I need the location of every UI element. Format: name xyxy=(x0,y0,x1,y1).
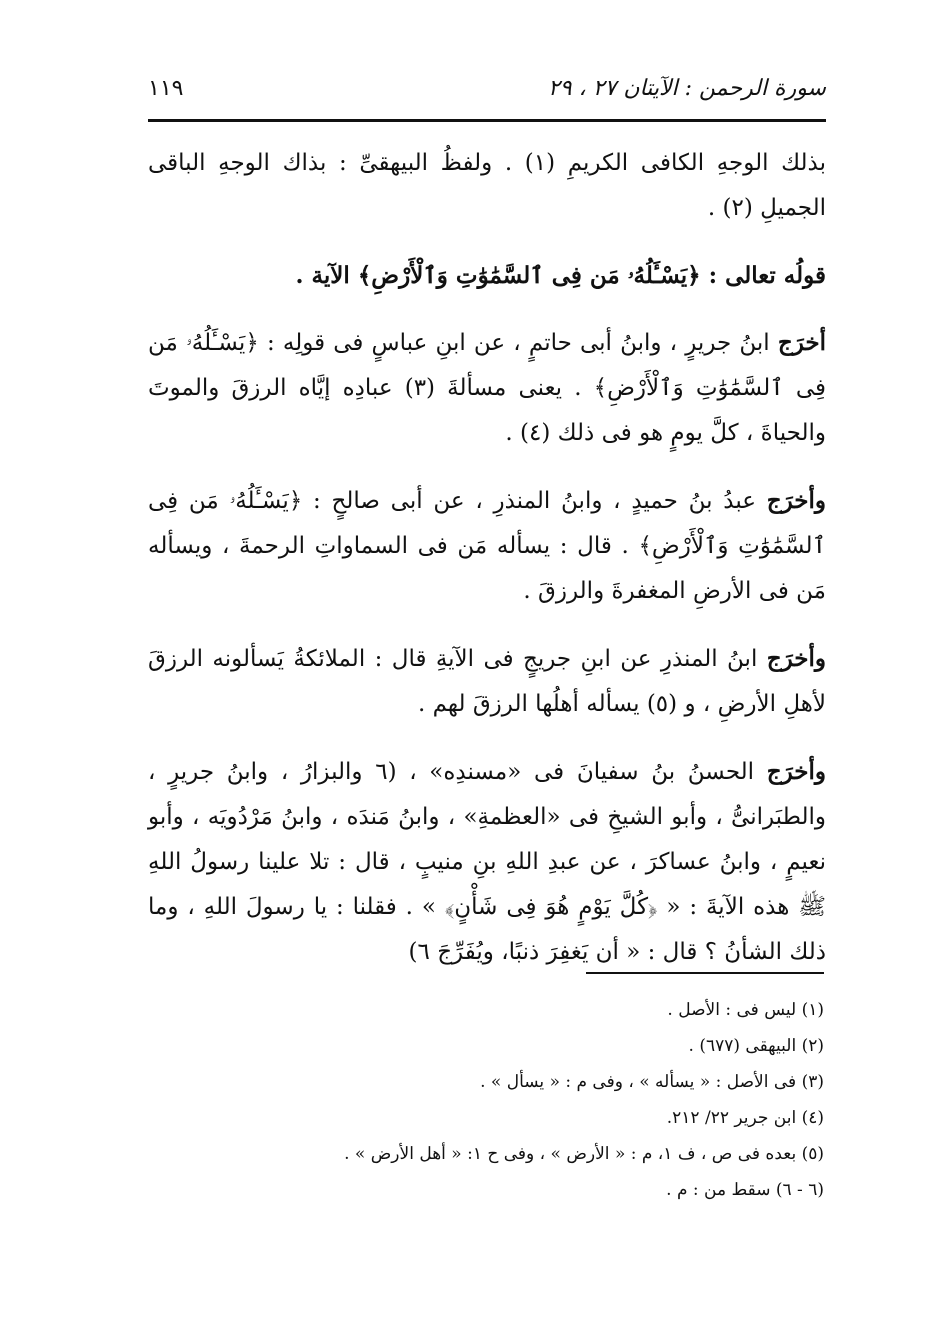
footnote-3: (٣) فى الأصل : « يسأله » ، وفى م : « يسأل » . xyxy=(480,1072,824,1092)
paragraph-text: الآية . xyxy=(295,262,358,289)
paragraph-1 xyxy=(148,140,826,231)
footnote-4: (٤) ابن جرير ٢٢/ ٢١٢. xyxy=(666,1108,824,1128)
page-number: ١١٩ xyxy=(148,76,184,101)
paragraph-3 xyxy=(148,320,826,456)
footnote-6: (٦ - ٦) سقط من : م . xyxy=(666,1180,824,1200)
paragraph-lead: قولُه تعالى : ﴿يَسْـَٔلُهُۥ مَن فِى ٱلسَّمَٰوَٰتِ وَٱلْأَرْضِ﴾ xyxy=(357,262,826,289)
paragraph-text: ابنُ المنذرِ عن ابنِ جريجٍ فى الآيةِ قال : الملائكةُ يَسألونه الرزقَ لأهلِ الأرضِ ، و (٥) يسأله أهلُها الرزقَ لهم . xyxy=(148,646,826,717)
paragraph-5 xyxy=(148,636,826,727)
paragraph-4 xyxy=(148,478,826,614)
paragraph-lead: وأخرَج xyxy=(766,758,826,785)
footnote-2: (٢) البيهقى (٦٧٧) . xyxy=(688,1036,824,1056)
paragraph-lead: وأخرَج xyxy=(766,645,826,672)
paragraph-text: بذلك الوجهِ الكافى الكريمِ (١) . ولفظُ البيهقىِّ : بذاك الوجهِ الباقى الجميلِ (٢) . xyxy=(148,150,826,221)
paragraph-lead: وأخرَج xyxy=(766,487,826,514)
footnote-5: (٥) بعده فى ص ، ف ١، م : « الأرض » ، وفى ح ١: « أهل الأرض » . xyxy=(344,1144,824,1164)
paragraph-lead: أخرَج xyxy=(777,329,826,356)
paragraph-text: الحسنُ بنُ سفيانَ فى «مسندِه» ، (٦ والبزارُ ، وابنُ جريرٍ ، والطبَرانىُّ ، وأبو الشيخِ فى «العظمةِ» ، وابنُ مَندَه ، وابنُ مَرْدُويَه ، وأبو نعيمٍ ، وابنُ عساكرَ ، عن عبدِ اللهِ بنِ منيبٍ ، قال : تلا علينا رسولُ اللهِ ﷺ هذه الآيةَ : « ﴿كُلَّ يَوْمٍ هُوَ فِى شَأْنٍ﴾ » . فقلنا : يا رسولَ اللهِ ، وما ذلك الشأنُ ؟ قال : « أن يَغفِرَ ذنبًا، ويُفَرِّجَ ٦) xyxy=(148,759,827,965)
paragraph-6 xyxy=(148,749,826,975)
surah-title: سورة الرحمن : الآيتان ٢٧ ، ٢٩ xyxy=(547,76,826,101)
verse-heading xyxy=(148,253,826,298)
paragraph-text: عبدُ بنُ حميدٍ ، وابنُ المنذرِ ، عن أبى صالحٍ : ﴿يَسْـَٔلُهُۥ مَن فِى ٱلسَّمَٰوَٰتِ وَٱلْأَرْضِ﴾ . قال : يسأله مَن فى السماواتِ الرحمةَ ، ويسأله مَن فى الأرضِ المغفرةَ والرزقَ . xyxy=(148,488,826,604)
footnote-1: (١) ليس فى : الأصل . xyxy=(667,1000,824,1020)
running-header xyxy=(148,72,826,112)
paragraph-text: ابنُ جريرٍ ، وابنُ أبى حاتمٍ ، عن ابنِ عباسٍ فى قولِه : ﴿يَسْـَٔلُهُۥ مَن فِى ٱلسَّمَٰوَٰتِ وَٱلْأَرْضِ﴾ . يعنى مسألةَ (٣) عبادِه إيَّاه الرزقَ والموتَ والحياةَ ، كلَّ يومٍ هو فى ذلك (٤) . xyxy=(148,330,826,446)
footnotes xyxy=(148,992,824,1208)
footnote-rule xyxy=(586,972,824,974)
main-text xyxy=(148,140,826,997)
header-rule xyxy=(148,119,826,122)
